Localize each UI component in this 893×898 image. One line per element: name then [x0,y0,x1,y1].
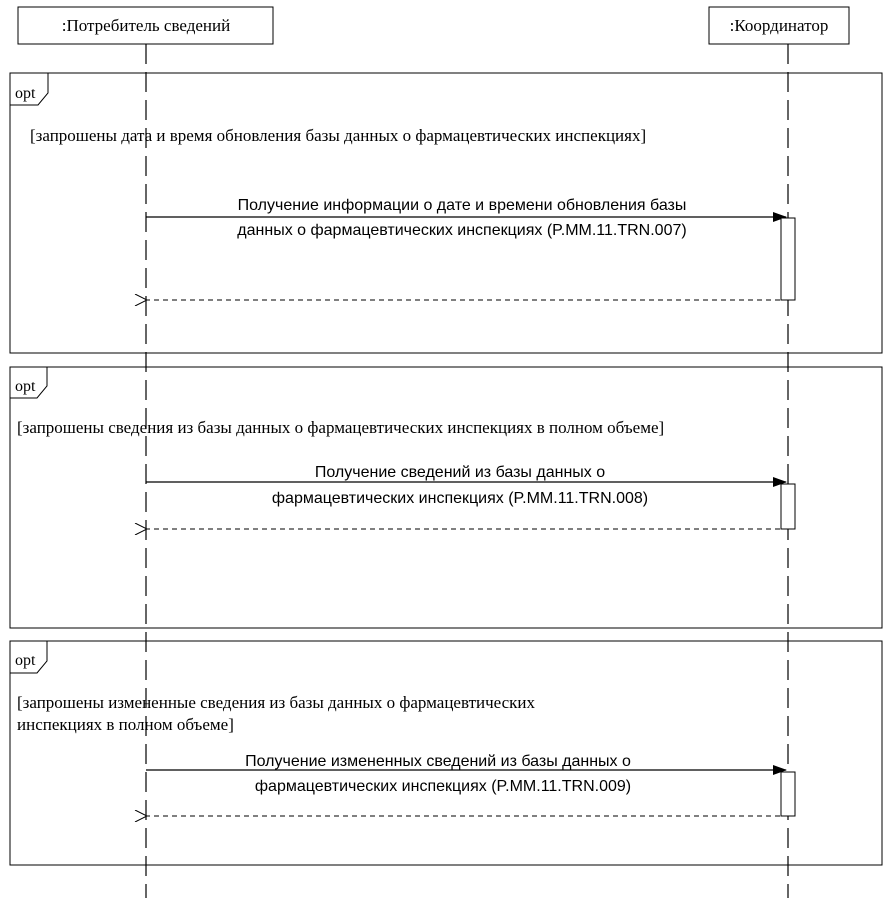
opt-fragment [10,641,882,865]
message-label-line: фармацевтических инспекциях (P.MM.11.TRN.008) [271,490,649,507]
activation-bar [781,772,795,816]
message-label-line: Получение информации о дате и времени обновления базы [237,197,687,214]
opt-fragment [10,73,882,353]
guard-condition: [запрошены сведения из базы данных о фармацевтических инспекциях в полном объеме] [17,418,665,437]
consumer-participant[interactable] [18,7,273,44]
guard-condition: инспекциях в полном объеме] [17,715,234,734]
coordinator-participant[interactable] [709,7,849,44]
guard-condition: [запрошены дата и время обновления базы данных о фармацевтических инспекциях] [30,126,647,145]
activation-bar [781,484,795,529]
activation-bar [781,218,795,300]
message-label-line: Получение измененных сведений из базы данных о [245,753,631,770]
message-label-line: данных о фармацевтических инспекциях (P.MM.11.TRN.007) [237,222,687,239]
message-label-line: фармацевтических инспекциях (P.MM.11.TRN.009) [254,778,632,795]
fragment-operator: opt [15,85,36,102]
opt-fragment [10,367,882,628]
fragment-operator: opt [15,378,36,395]
guard-condition: [запрошены измененные сведения из базы данных о фармацевтических [17,693,536,712]
message-label-line: Получение сведений из базы данных о [314,464,606,481]
consumer-participant-label: :Потребитель сведений [61,16,231,35]
coordinator-participant-label: :Координатор [729,16,829,35]
fragment-operator: opt [15,652,36,669]
